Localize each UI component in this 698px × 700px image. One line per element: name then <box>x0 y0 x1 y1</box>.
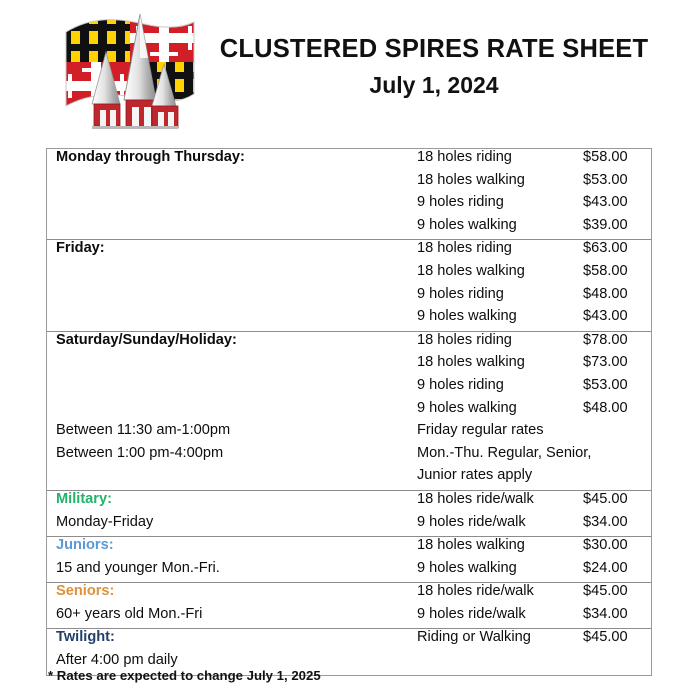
row-label: Saturday/Sunday/Holiday: <box>56 331 237 348</box>
maryland-flag-clustered-spires-logo <box>44 8 204 136</box>
page-title: CLUSTERED SPIRES RATE SHEET <box>219 35 649 63</box>
row-item: 9 holes ride/walk <box>417 605 526 622</box>
row-label: Monday through Thursday: <box>56 149 245 165</box>
row-item: 18 holes ride/walk <box>417 583 534 600</box>
row-price: $53.00 <box>583 171 628 188</box>
row-item: 9 holes riding <box>417 376 504 393</box>
table-row <box>47 332 651 355</box>
row-price: $43.00 <box>583 194 628 211</box>
row-price: $48.00 <box>583 399 628 416</box>
row-item: 9 holes walking <box>417 559 517 576</box>
row-price: $73.00 <box>583 354 628 371</box>
row-label: Monday-Friday <box>56 513 154 530</box>
row-label: After 4:00 pm daily <box>56 652 178 669</box>
table-row <box>47 286 651 309</box>
row-item: 18 holes walking <box>417 354 525 371</box>
row-price: $48.00 <box>583 285 628 302</box>
rate-section-military <box>47 491 651 537</box>
table-row <box>47 629 651 652</box>
row-label: Between 11:30 am-1:00pm <box>56 422 231 439</box>
row-item: 9 holes walking <box>417 216 517 233</box>
row-label: 15 and younger Mon.-Fri. <box>56 559 220 576</box>
row-item: 18 holes walking <box>417 171 525 188</box>
table-row <box>47 514 651 537</box>
row-item: 9 holes walking <box>417 399 517 416</box>
row-item: Riding or Walking <box>417 629 531 646</box>
row-label: Twilight: <box>56 629 115 646</box>
row-price: $34.00 <box>583 513 628 530</box>
row-label: 60+ years old Mon.-Fri <box>56 605 203 622</box>
table-row <box>47 537 651 560</box>
table-row <box>47 263 651 286</box>
row-label: Military: <box>56 490 112 507</box>
page-header <box>0 0 698 140</box>
rate-section-juniors <box>47 537 651 583</box>
row-item: 9 holes walking <box>417 308 517 325</box>
row-price: $39.00 <box>583 216 628 233</box>
table-row <box>47 606 651 629</box>
effective-date: July 1, 2024 <box>369 72 499 99</box>
table-row <box>47 149 651 172</box>
table-row <box>47 172 651 195</box>
table-row <box>47 560 651 583</box>
row-item: 18 holes walking <box>417 262 525 279</box>
row-price: $30.00 <box>583 537 628 554</box>
title-block <box>204 34 664 99</box>
row-item: 18 holes riding <box>417 149 512 165</box>
row-item: 9 holes ride/walk <box>417 513 526 530</box>
row-label: Friday: <box>56 240 105 257</box>
row-item: 18 holes riding <box>417 240 512 257</box>
row-price: $45.00 <box>583 629 628 646</box>
row-price: $45.00 <box>583 583 628 600</box>
rate-section-monday-thursday <box>47 149 651 240</box>
row-item: 18 holes walking <box>417 537 525 554</box>
row-label: Between 1:00 pm-4:00pm <box>56 444 224 461</box>
row-item: Mon.-Thu. Regular, Senior, <box>417 444 592 461</box>
table-row <box>47 422 651 445</box>
table-row <box>47 377 651 400</box>
table-row <box>47 354 651 377</box>
row-price: $78.00 <box>583 331 628 348</box>
table-row <box>47 445 651 468</box>
row-price: $63.00 <box>583 240 628 257</box>
footnote: * Rates are expected to change July 1, 2025 <box>48 668 321 683</box>
row-price: $58.00 <box>583 149 628 165</box>
table-row <box>47 467 651 490</box>
row-price: $43.00 <box>583 308 628 325</box>
row-item: 9 holes riding <box>417 285 504 302</box>
rate-table <box>46 148 652 676</box>
rate-section-friday <box>47 240 651 331</box>
rate-section-weekend-holiday <box>47 332 651 491</box>
row-item: 18 holes ride/walk <box>417 490 534 507</box>
table-row <box>47 194 651 217</box>
row-item: Friday regular rates <box>417 422 544 439</box>
table-row <box>47 240 651 263</box>
table-row <box>47 400 651 423</box>
row-item: 18 holes riding <box>417 331 512 348</box>
table-row <box>47 308 651 331</box>
rate-section-seniors <box>47 583 651 629</box>
row-price: $45.00 <box>583 490 628 507</box>
row-price: $34.00 <box>583 605 628 622</box>
row-label: Seniors: <box>56 583 115 600</box>
table-row <box>47 217 651 240</box>
table-row <box>47 491 651 514</box>
table-row <box>47 583 651 606</box>
row-item: 9 holes riding <box>417 194 504 211</box>
row-price: $53.00 <box>583 376 628 393</box>
row-item: Junior rates apply <box>417 467 533 484</box>
row-price: $24.00 <box>583 559 628 576</box>
row-label: Juniors: <box>56 537 114 554</box>
row-price: $58.00 <box>583 262 628 279</box>
